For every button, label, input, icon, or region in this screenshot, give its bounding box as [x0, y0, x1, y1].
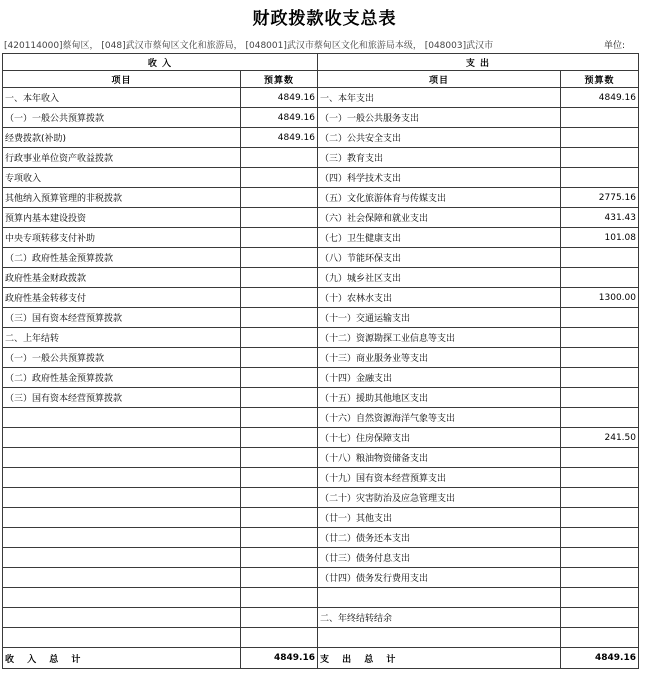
income-total-label: 收 入 总 计	[3, 648, 241, 669]
income-item-cell: （三）国有资本经营预算拨款	[3, 388, 241, 408]
expense-item-cell: （六）社会保障和就业支出	[318, 208, 561, 228]
table-row	[3, 548, 639, 568]
income-item-cell	[3, 588, 241, 608]
income-item-cell: （二）政府性基金预算拨款	[3, 248, 241, 268]
table-row	[3, 108, 639, 128]
table-row	[3, 368, 639, 388]
income-item-cell: （一）一般公共预算拨款	[3, 108, 241, 128]
budget-summary-table	[2, 53, 639, 669]
expense-item-cell: （十一）交通运输支出	[318, 308, 561, 328]
expense-value-cell: 2775.16	[561, 188, 639, 208]
income-budget-header: 预算数	[241, 71, 318, 88]
expense-value-cell: 4849.16	[561, 88, 639, 108]
income-value-cell: 4849.16	[241, 88, 318, 108]
income-item-cell	[3, 408, 241, 428]
table-row	[3, 288, 639, 308]
expense-item-cell	[318, 588, 561, 608]
table-row	[3, 228, 639, 248]
expense-value-cell	[561, 248, 639, 268]
income-value-cell	[241, 548, 318, 568]
expense-value-cell	[561, 608, 639, 628]
table-row	[3, 388, 639, 408]
expense-value-cell: 1300.00	[561, 288, 639, 308]
page-title: 财政拨款收支总表	[252, 9, 397, 29]
income-value-cell	[241, 148, 318, 168]
expense-value-cell	[561, 588, 639, 608]
income-value-cell	[241, 608, 318, 628]
table-row	[3, 328, 639, 348]
income-item-cell	[3, 428, 241, 448]
income-value-cell	[241, 448, 318, 468]
expense-value-cell	[561, 408, 639, 428]
income-value-cell	[241, 588, 318, 608]
income-value-cell	[241, 348, 318, 368]
table-row	[3, 528, 639, 548]
income-item-cell	[3, 508, 241, 528]
table-row	[3, 588, 639, 608]
expense-value-cell	[561, 268, 639, 288]
table-row	[3, 348, 639, 368]
expense-item-cell: （十）农林水支出	[318, 288, 561, 308]
expense-value-cell	[561, 148, 639, 168]
expense-item-cell: （十四）金融支出	[318, 368, 561, 388]
income-item-cell	[3, 488, 241, 508]
income-item-cell: （一）一般公共预算拨款	[3, 348, 241, 368]
expense-item-cell: （九）城乡社区支出	[318, 268, 561, 288]
income-item-cell: 一、本年收入	[3, 88, 241, 108]
income-value-cell	[241, 168, 318, 188]
expense-total-value: 4849.16	[561, 648, 639, 669]
income-value-cell	[241, 468, 318, 488]
income-item-cell: 政府性基金财政拨款	[3, 268, 241, 288]
income-item-cell: 预算内基本建设投资	[3, 208, 241, 228]
expense-item-cell: （二）公共安全支出	[318, 128, 561, 148]
income-value-cell	[241, 228, 318, 248]
income-value-cell	[241, 328, 318, 348]
income-item-cell: （二）政府性基金预算拨款	[3, 368, 241, 388]
expense-item-cell: （七）卫生健康支出	[318, 228, 561, 248]
income-value-cell	[241, 628, 318, 648]
expense-total-label: 支 出 总 计	[318, 648, 561, 669]
expense-section-header: 支 出	[318, 54, 639, 71]
expense-value-cell	[561, 488, 639, 508]
expense-item-cell: （十八）粮油物资储备支出	[318, 448, 561, 468]
income-item-cell: 行政事业单位资产收益拨款	[3, 148, 241, 168]
expense-value-cell	[561, 168, 639, 188]
expense-value-cell	[561, 568, 639, 588]
expense-item-cell: 一、本年支出	[318, 88, 561, 108]
table-row	[3, 628, 639, 648]
expense-item-cell: （廿三）债务付息支出	[318, 548, 561, 568]
income-item-cell	[3, 608, 241, 628]
table-row	[3, 268, 639, 288]
expense-value-cell	[561, 508, 639, 528]
total-row	[3, 648, 639, 669]
expense-item-cell: （十五）援助其他地区支出	[318, 388, 561, 408]
expense-value-cell: 101.08	[561, 228, 639, 248]
income-item-header: 项目	[3, 71, 241, 88]
expense-value-cell	[561, 328, 639, 348]
table-row	[3, 208, 639, 228]
unit-label: 单位:	[604, 41, 626, 51]
expense-item-cell: （四）科学技术支出	[318, 168, 561, 188]
income-item-cell: 政府性基金转移支付	[3, 288, 241, 308]
income-item-cell	[3, 528, 241, 548]
income-value-cell	[241, 368, 318, 388]
table-row	[3, 568, 639, 588]
expense-item-cell: （廿四）债务发行费用支出	[318, 568, 561, 588]
expense-item-cell: （廿二）债务还本支出	[318, 528, 561, 548]
income-value-cell	[241, 408, 318, 428]
expense-budget-header: 预算数	[561, 71, 639, 88]
expense-value-cell	[561, 548, 639, 568]
income-value-cell	[241, 308, 318, 328]
income-item-cell	[3, 628, 241, 648]
table-row	[3, 188, 639, 208]
table-row	[3, 448, 639, 468]
expense-value-cell	[561, 468, 639, 488]
expense-value-cell: 431.43	[561, 208, 639, 228]
table-row	[3, 408, 639, 428]
expense-value-cell	[561, 528, 639, 548]
income-item-cell: 二、上年结转	[3, 328, 241, 348]
income-item-cell: （三）国有资本经营预算拨款	[3, 308, 241, 328]
income-item-cell	[3, 548, 241, 568]
income-value-cell	[241, 488, 318, 508]
expense-item-cell: （十三）商业服务业等支出	[318, 348, 561, 368]
expense-value-cell: 241.50	[561, 428, 639, 448]
income-value-cell	[241, 248, 318, 268]
expense-item-cell: （一）一般公共服务支出	[318, 108, 561, 128]
income-item-cell	[3, 468, 241, 488]
expense-value-cell	[561, 628, 639, 648]
expense-item-header: 项目	[318, 71, 561, 88]
income-value-cell	[241, 428, 318, 448]
expense-item-cell: （三）教育支出	[318, 148, 561, 168]
expense-value-cell	[561, 308, 639, 328]
unit-path-line: [420114000]蔡甸区， [048]武汉市蔡甸区文化和旅游局， [048001]武汉市蔡甸区文化和旅游局本级， [048003]武汉市	[4, 41, 494, 51]
income-value-cell: 4849.16	[241, 108, 318, 128]
expense-item-cell: （五）文化旅游体育与传媒支出	[318, 188, 561, 208]
income-value-cell	[241, 268, 318, 288]
income-item-cell: 经费拨款(补助)	[3, 128, 241, 148]
expense-value-cell	[561, 108, 639, 128]
income-value-cell	[241, 568, 318, 588]
expense-item-cell: （二十）灾害防治及应急管理支出	[318, 488, 561, 508]
table-row	[3, 308, 639, 328]
table-row	[3, 128, 639, 148]
income-value-cell	[241, 188, 318, 208]
expense-value-cell	[561, 368, 639, 388]
income-value-cell	[241, 288, 318, 308]
expense-value-cell	[561, 388, 639, 408]
income-total-value: 4849.16	[241, 648, 318, 669]
income-value-cell	[241, 528, 318, 548]
income-item-cell: 中央专项转移支付补助	[3, 228, 241, 248]
section-header-row	[3, 54, 639, 71]
income-section-header: 收 入	[3, 54, 318, 71]
column-header-row	[3, 71, 639, 88]
income-value-cell	[241, 508, 318, 528]
income-value-cell	[241, 388, 318, 408]
expense-item-cell: （十七）住房保障支出	[318, 428, 561, 448]
table-row	[3, 168, 639, 188]
income-item-cell: 专项收入	[3, 168, 241, 188]
expense-item-cell: （十二）资源勘探工业信息等支出	[318, 328, 561, 348]
table-row	[3, 608, 639, 628]
expense-value-cell	[561, 128, 639, 148]
income-item-cell	[3, 448, 241, 468]
income-item-cell	[3, 568, 241, 588]
table-row	[3, 428, 639, 448]
income-item-cell: 其他纳入预算管理的非税拨款	[3, 188, 241, 208]
expense-item-cell: （八）节能环保支出	[318, 248, 561, 268]
table-row	[3, 468, 639, 488]
expense-value-cell	[561, 448, 639, 468]
expense-item-cell: （十六）自然资源海洋气象等支出	[318, 408, 561, 428]
table-row	[3, 88, 639, 108]
expense-item-cell: （十九）国有资本经营预算支出	[318, 468, 561, 488]
expense-item-cell	[318, 628, 561, 648]
income-value-cell: 4849.16	[241, 128, 318, 148]
expense-item-cell: （廿一）其他支出	[318, 508, 561, 528]
table-row	[3, 248, 639, 268]
table-row	[3, 508, 639, 528]
expense-value-cell	[561, 348, 639, 368]
expense-item-cell: 二、年终结转结余	[318, 608, 561, 628]
table-row	[3, 148, 639, 168]
income-value-cell	[241, 208, 318, 228]
table-row	[3, 488, 639, 508]
